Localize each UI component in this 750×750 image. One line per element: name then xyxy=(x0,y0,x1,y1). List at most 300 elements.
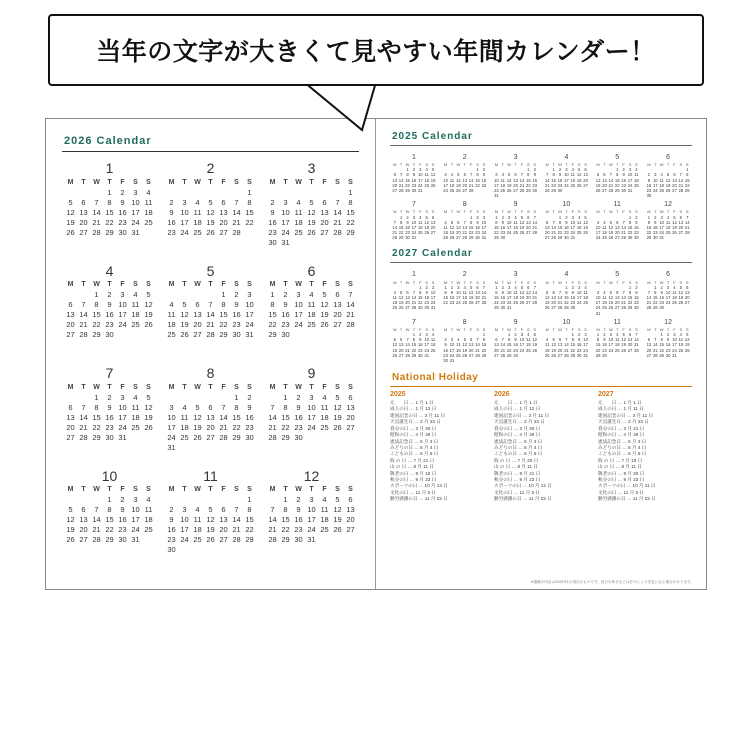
day-cell: 18 xyxy=(526,342,531,348)
day-cell: 7 xyxy=(552,219,555,225)
weekday-header: T xyxy=(182,281,187,288)
day-cell: 13 xyxy=(206,412,215,422)
day-cell: 26 xyxy=(449,235,455,241)
day-cell: 17 xyxy=(665,295,671,301)
day-cell: 23 xyxy=(268,227,277,237)
day-cell: 28 xyxy=(333,227,342,237)
day-cell: 2 xyxy=(270,197,275,207)
national-holiday-title: National Holiday xyxy=(392,372,479,384)
day-cell: 20 xyxy=(494,347,499,353)
day-cell: 16 xyxy=(443,347,448,353)
week-row xyxy=(64,412,155,422)
day-cell: 4 xyxy=(133,290,138,299)
day-cell: 20 xyxy=(551,300,556,306)
day-cell: 30 xyxy=(513,352,518,358)
day-cell: 24 xyxy=(294,320,303,329)
month-table xyxy=(392,279,437,310)
day-cell: 17 xyxy=(672,342,677,348)
day-cell: 22 xyxy=(405,182,410,188)
day-cell: 17 xyxy=(449,347,455,353)
holiday-line: 建国記念の日 … 2 月 11 日 xyxy=(598,412,654,418)
day-cell: 9 xyxy=(406,219,409,225)
day-cell: 3 xyxy=(450,337,454,343)
day-cell: 25 xyxy=(443,235,448,241)
day-cell: 29 xyxy=(557,235,563,241)
weekday-header: T xyxy=(514,326,517,332)
month-table xyxy=(266,382,357,442)
month-table xyxy=(442,327,487,363)
day-cell: 27 xyxy=(513,188,518,194)
month-block xyxy=(264,160,359,261)
day-cell xyxy=(318,187,331,197)
weekday-header: W xyxy=(558,326,562,332)
day-cell: 3 xyxy=(571,214,574,220)
day-cell: 28 xyxy=(92,227,101,237)
day-cell: 2 xyxy=(558,167,562,173)
day-cell: 27 xyxy=(405,305,410,311)
day-cell: 9 xyxy=(654,219,657,225)
weekday-header: S xyxy=(679,162,683,168)
day-cell: 11 xyxy=(513,289,518,295)
day-cell: 4 xyxy=(673,284,676,290)
day-cell: 20 xyxy=(513,182,518,188)
weekday-header: T xyxy=(107,281,112,288)
day-cell xyxy=(64,392,77,402)
holiday-line: 成人の日 … 1 月 11 日 xyxy=(598,406,644,412)
month-block xyxy=(542,201,590,240)
week-row xyxy=(165,187,256,197)
day-cell: 17 xyxy=(595,300,601,306)
weekday-header: S xyxy=(584,326,587,332)
weekday-header: S xyxy=(247,178,252,186)
weekday-header: M xyxy=(494,209,499,215)
day-cell: 16 xyxy=(294,412,303,422)
day-cell: 13 xyxy=(551,295,556,301)
month-number: 6 xyxy=(666,271,671,279)
weekday-header: S xyxy=(133,178,138,186)
right-page xyxy=(376,119,706,589)
week-row xyxy=(266,515,357,525)
holiday-year: 2025 xyxy=(390,391,406,399)
weekday-header: M xyxy=(393,209,397,215)
day-cell: 12 xyxy=(144,300,153,309)
day-cell: 12 xyxy=(532,337,538,343)
weekday-header: S xyxy=(431,162,435,168)
weekday-header: M xyxy=(269,486,276,493)
day-cell: 3 xyxy=(120,290,125,299)
weekday-header: W xyxy=(659,279,664,285)
day-cell: 13 xyxy=(193,310,202,319)
day-cell: 3 xyxy=(247,290,252,299)
day-cell: 13 xyxy=(468,342,474,348)
day-cell: 17 xyxy=(652,182,658,188)
weekday-header: S xyxy=(348,281,353,288)
month-number: 7 xyxy=(411,318,416,326)
weekday-header: M xyxy=(393,162,397,168)
day-cell: 13 xyxy=(66,310,75,319)
day-cell: 12 xyxy=(672,219,677,225)
day-cell: 14 xyxy=(519,177,525,183)
day-cell: 14 xyxy=(608,177,614,183)
weekday-header: T xyxy=(412,162,416,168)
day-cell: 26 xyxy=(66,227,75,237)
day-cell: 18 xyxy=(144,515,153,524)
day-cell: 26 xyxy=(468,300,474,306)
day-cell: 6 xyxy=(399,337,403,343)
holiday-line: 文化の日 … 11 月 3 日 xyxy=(390,489,436,495)
day-cell: 19 xyxy=(144,412,153,422)
day-cell: 8 xyxy=(686,172,689,178)
day-cell: 11 xyxy=(430,337,436,343)
day-cell: 8 xyxy=(399,219,403,225)
day-cell: 30 xyxy=(118,227,127,237)
day-cell: 21 xyxy=(79,422,88,432)
weekday-header: T xyxy=(450,279,454,285)
weekday-header: F xyxy=(221,178,226,186)
day-cell: 21 xyxy=(678,182,684,188)
day-cell: 16 xyxy=(532,177,538,183)
day-cell: 3 xyxy=(444,172,447,178)
day-cell: 10 xyxy=(307,402,316,412)
day-cell: 24 xyxy=(456,300,461,306)
day-cell: 25 xyxy=(570,182,576,188)
month-table xyxy=(442,162,487,193)
day-cell: 15 xyxy=(411,342,417,348)
month-table xyxy=(266,485,357,545)
day-cell: 9 xyxy=(482,172,486,178)
day-cell xyxy=(305,237,318,247)
day-cell: 17 xyxy=(424,342,430,348)
day-cell: 30 xyxy=(570,305,576,311)
day-cell: 17 xyxy=(506,224,512,230)
day-cell: 18 xyxy=(570,177,576,183)
day-cell: 29 xyxy=(551,188,556,194)
day-cell: 18 xyxy=(417,224,423,230)
day-cell: 19 xyxy=(519,224,525,230)
day-cell: 17 xyxy=(180,525,189,534)
day-cell: 31 xyxy=(659,235,665,241)
day-cell: 4 xyxy=(431,332,435,338)
day-cell: 18 xyxy=(443,230,448,236)
day-cell: 5 xyxy=(469,284,473,290)
weekday-header: S xyxy=(482,162,486,168)
day-cell: 6 xyxy=(679,214,683,220)
day-cell: 5 xyxy=(584,214,587,220)
day-cell xyxy=(178,392,191,402)
day-cell: 9 xyxy=(120,505,125,514)
day-cell: 13 xyxy=(346,402,355,412)
day-cell: 19 xyxy=(456,182,461,188)
weekday-header: W xyxy=(93,178,100,186)
day-cell: 14 xyxy=(333,207,342,217)
day-cell: 15 xyxy=(405,177,410,183)
day-cell xyxy=(77,392,90,402)
day-cell: 21 xyxy=(398,182,404,188)
day-cell: 24 xyxy=(307,525,316,534)
day-cell: 18 xyxy=(672,295,677,301)
day-cell: 6 xyxy=(195,300,200,309)
day-cell: 19 xyxy=(206,217,215,227)
day-cell: 19 xyxy=(333,412,342,422)
weekday-header: T xyxy=(666,326,670,332)
day-cell: 14 xyxy=(532,219,538,225)
day-cell: 30 xyxy=(602,352,607,358)
day-cell: 20 xyxy=(468,347,474,353)
weekday-header: T xyxy=(463,279,466,285)
day-cell: 18 xyxy=(167,320,176,329)
day-cell xyxy=(684,305,690,310)
day-cell: 7 xyxy=(393,219,396,225)
day-cell xyxy=(532,353,538,358)
day-cell: 14 xyxy=(684,219,690,225)
day-cell xyxy=(331,330,344,340)
day-cell: 27 xyxy=(193,330,202,339)
day-cell xyxy=(217,545,230,555)
day-cell: 11 xyxy=(583,289,588,295)
day-cell xyxy=(305,330,318,340)
day-cell: 9 xyxy=(234,300,239,309)
weekday-header: S xyxy=(577,326,581,332)
day-cell: 24 xyxy=(652,188,658,194)
day-cell: 4 xyxy=(296,197,301,207)
day-cell: 30 xyxy=(294,432,303,442)
weekday-header: F xyxy=(622,209,625,215)
weekday-header: F xyxy=(673,209,676,215)
week-row xyxy=(266,422,357,432)
week-row xyxy=(165,402,256,412)
day-cell xyxy=(142,227,155,237)
day-cell: 30 xyxy=(634,305,639,311)
weekday-header: S xyxy=(348,178,353,186)
day-cell: 6 xyxy=(552,289,555,295)
day-cell: 13 xyxy=(557,342,563,348)
day-cell: 27 xyxy=(544,235,550,241)
day-cell: 12 xyxy=(144,402,153,412)
day-cell: 5 xyxy=(68,505,73,514)
day-cell: 24 xyxy=(627,182,633,188)
day-cell: 3 xyxy=(133,187,138,197)
day-cell: 8 xyxy=(247,505,252,514)
day-cell: 8 xyxy=(565,289,568,295)
day-cell: 4 xyxy=(425,167,428,173)
day-cell: 7 xyxy=(558,289,562,295)
cal-2025-grid xyxy=(390,154,692,240)
day-cell: 10 xyxy=(245,300,254,309)
weekday-header: T xyxy=(552,209,555,215)
day-cell: 23 xyxy=(576,347,582,353)
day-cell: 5 xyxy=(609,219,613,225)
day-cell: 16 xyxy=(167,217,176,227)
month-number: 8 xyxy=(462,318,467,326)
day-cell: 10 xyxy=(131,197,140,207)
weekday-header: S xyxy=(425,209,429,215)
holiday-line: 勤労感謝の日 … 11 月 23 日 xyxy=(494,496,552,502)
day-cell xyxy=(266,392,279,402)
day-cell: 18 xyxy=(456,347,461,353)
day-cell: 4 xyxy=(679,332,683,338)
day-cell: 18 xyxy=(449,182,455,188)
day-cell: 4 xyxy=(571,167,574,173)
day-cell: 19 xyxy=(449,230,455,236)
callout-tail xyxy=(300,80,380,132)
month-number: 3 xyxy=(513,271,518,279)
day-cell: 18 xyxy=(513,224,518,230)
weekday-header: M xyxy=(67,178,74,186)
day-cell: 10 xyxy=(595,295,601,301)
holiday-line: みどりの日 … 5 月 4 日 xyxy=(598,444,647,450)
day-cell: 29 xyxy=(281,535,290,544)
day-cell xyxy=(331,237,344,247)
day-cell: 6 xyxy=(208,402,213,412)
day-cell: 24 xyxy=(118,320,127,329)
day-cell: 17 xyxy=(627,177,633,183)
day-cell: 3 xyxy=(609,332,613,338)
day-cell: 7 xyxy=(476,337,479,343)
day-cell: 29 xyxy=(92,330,101,339)
month-number: 2 xyxy=(462,154,467,161)
day-cell: 28 xyxy=(219,432,228,442)
day-cell: 17 xyxy=(167,422,176,432)
day-cell: 7 xyxy=(520,172,524,178)
month-table xyxy=(64,485,155,545)
day-cell: 17 xyxy=(118,310,127,319)
weekday-header: S xyxy=(577,279,581,285)
day-cell: 3 xyxy=(508,284,511,290)
month-table xyxy=(266,280,357,340)
day-cell: 7 xyxy=(81,402,86,412)
day-cell: 22 xyxy=(614,182,620,188)
day-cell: 29 xyxy=(268,330,277,339)
day-cell xyxy=(481,188,487,193)
month-block xyxy=(593,154,641,198)
day-cell: 12 xyxy=(462,342,468,348)
day-cell: 20 xyxy=(398,347,404,353)
day-cell: 28 xyxy=(634,347,639,353)
day-cell: 22 xyxy=(411,347,417,353)
week-row xyxy=(165,495,256,505)
day-cell: 12 xyxy=(519,289,525,295)
week-row xyxy=(646,193,691,198)
day-cell: 19 xyxy=(333,515,342,524)
weekday-header: W xyxy=(405,279,410,285)
day-cell: 13 xyxy=(526,219,531,225)
weekday-header: T xyxy=(603,279,606,285)
week-row xyxy=(266,495,357,505)
day-cell: 15 xyxy=(398,224,404,230)
day-cell xyxy=(178,187,191,197)
day-cell: 2 xyxy=(283,290,288,299)
day-cell xyxy=(165,392,178,402)
day-cell: 11 xyxy=(678,337,684,343)
weekday-header: T xyxy=(552,326,555,332)
day-cell: 20 xyxy=(346,412,355,422)
day-cell: 16 xyxy=(576,342,582,348)
day-cell xyxy=(430,188,436,193)
day-cell xyxy=(292,187,305,197)
day-cell: 29 xyxy=(105,535,114,544)
day-cell: 30 xyxy=(557,188,563,194)
day-cell xyxy=(230,187,243,197)
day-cell: 11 xyxy=(307,300,316,309)
day-cell: 26 xyxy=(519,300,525,306)
week-row xyxy=(165,290,256,300)
day-cell: 10 xyxy=(307,505,316,514)
day-cell: 21 xyxy=(634,342,639,348)
holiday-line: 憲法記念日 … 5 月 3 日 xyxy=(390,438,439,444)
day-cell xyxy=(344,330,357,340)
day-cell: 26 xyxy=(684,347,690,353)
day-cell: 6 xyxy=(647,337,651,343)
day-cell: 26 xyxy=(608,235,614,241)
month-number: 1 xyxy=(411,154,416,161)
day-cell: 20 xyxy=(614,300,620,306)
national-holiday-columns xyxy=(390,391,692,503)
day-cell: 16 xyxy=(621,177,626,183)
day-cell: 15 xyxy=(652,295,658,301)
day-cell: 25 xyxy=(424,182,430,188)
week-row xyxy=(165,320,256,330)
weekday-header: T xyxy=(208,178,213,186)
weekday-header: F xyxy=(571,209,575,215)
week-row xyxy=(392,235,437,240)
day-cell: 11 xyxy=(577,219,582,225)
day-cell: 31 xyxy=(430,305,436,311)
day-cell: 21 xyxy=(532,224,538,230)
day-cell: 5 xyxy=(666,172,670,178)
day-cell: 17 xyxy=(307,412,316,422)
day-cell: 22 xyxy=(475,182,480,188)
month-table xyxy=(646,162,691,198)
month-block xyxy=(492,154,540,198)
day-cell: 28 xyxy=(475,352,480,358)
day-cell: 11 xyxy=(665,219,671,225)
weekday-header: W xyxy=(295,281,302,288)
day-cell xyxy=(582,235,588,240)
day-cell: 26 xyxy=(621,347,626,353)
day-cell: 27 xyxy=(614,305,620,311)
day-cell: 4 xyxy=(584,284,587,290)
day-cell: 11 xyxy=(144,197,153,207)
week-row xyxy=(64,402,155,412)
day-cell: 28 xyxy=(551,235,556,241)
day-cell: 15 xyxy=(245,207,254,217)
day-cell: 27 xyxy=(219,535,228,544)
weekday-header: S xyxy=(577,209,581,215)
weekday-header: T xyxy=(654,326,657,332)
day-cell: 15 xyxy=(92,412,101,422)
day-cell: 13 xyxy=(219,515,228,524)
day-cell: 11 xyxy=(659,177,664,183)
month-block xyxy=(163,365,258,466)
day-cell: 10 xyxy=(659,219,665,225)
day-cell: 20 xyxy=(462,182,468,188)
day-cell: 30 xyxy=(532,188,538,194)
day-cell: 29 xyxy=(684,188,690,194)
day-cell: 17 xyxy=(456,295,461,301)
month-block xyxy=(492,319,540,363)
day-cell: 12 xyxy=(576,172,582,178)
day-cell: 8 xyxy=(482,337,486,343)
day-cell: 3 xyxy=(673,332,676,338)
holiday-line: 天皇誕生日 … 2 月 23 日 xyxy=(598,419,649,425)
day-cell xyxy=(331,187,344,197)
day-cell: 29 xyxy=(494,235,499,241)
day-cell: 5 xyxy=(578,167,581,173)
day-cell: 26 xyxy=(519,230,525,236)
day-cell: 21 xyxy=(268,422,277,432)
day-cell: 16 xyxy=(167,525,176,534)
day-cell: 20 xyxy=(583,177,588,183)
